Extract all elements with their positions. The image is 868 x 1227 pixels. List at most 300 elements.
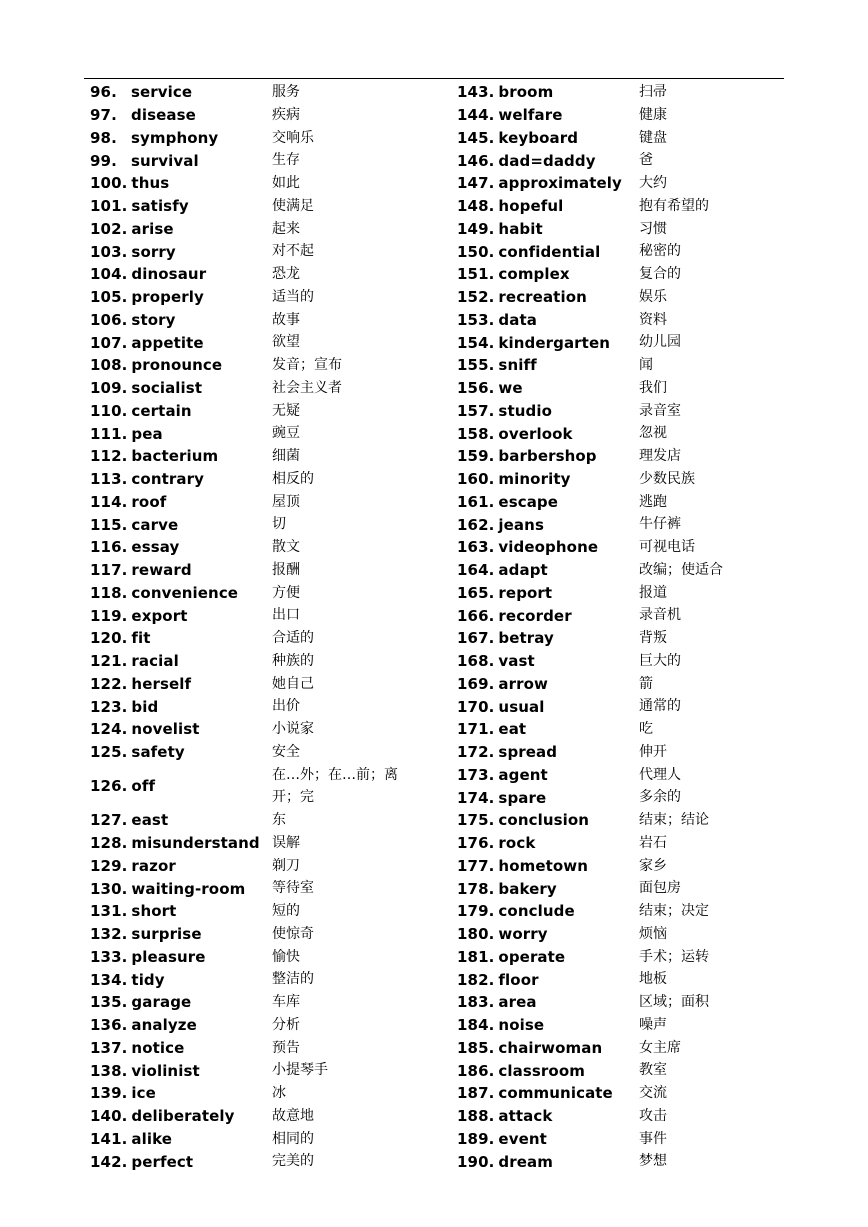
- chinese-meaning: 报酬: [272, 561, 300, 578]
- vocab-entry: [457, 604, 723, 627]
- entry-number: 167.: [457, 629, 495, 648]
- english-word: certain: [131, 401, 192, 420]
- vocab-word: [90, 1130, 272, 1148]
- vocab-entry: [457, 900, 723, 923]
- entry-number: 185.: [457, 1038, 495, 1057]
- entry-number: 120.: [90, 629, 128, 648]
- chinese-meaning: 豌豆: [272, 425, 300, 442]
- vocab-word: [457, 652, 639, 670]
- entry-number: 126.: [90, 777, 128, 796]
- vocab-word: [457, 629, 639, 647]
- english-word: violinist: [131, 1061, 200, 1080]
- english-word: sniff: [498, 356, 537, 375]
- english-word: betray: [498, 629, 554, 648]
- vocab-entry: [90, 809, 422, 832]
- vocab-word: [90, 334, 272, 352]
- vocab-entry: [90, 832, 422, 855]
- english-word: analyze: [131, 1016, 197, 1035]
- vocab-word: [90, 538, 272, 556]
- english-word: overlook: [498, 424, 573, 443]
- chinese-meaning: 健康: [639, 106, 667, 123]
- vocab-entry: [90, 877, 422, 900]
- vocab-word: [457, 1039, 639, 1057]
- entry-number: 113.: [90, 470, 128, 489]
- english-word: disease: [131, 106, 196, 125]
- vocab-word: [457, 766, 639, 784]
- vocab-entry: [90, 1014, 422, 1037]
- vocab-entry: [457, 673, 723, 696]
- chinese-meaning: 岩石: [639, 834, 667, 851]
- vocab-word: [457, 152, 639, 170]
- entry-number: 179.: [457, 902, 495, 921]
- vocab-entry: [90, 491, 422, 514]
- vocab-word: [90, 834, 272, 852]
- vocab-entry: [90, 1082, 422, 1105]
- vocab-word: [90, 629, 272, 647]
- entry-number: 190.: [457, 1152, 495, 1171]
- english-word: service: [131, 83, 193, 102]
- english-word: herself: [131, 674, 192, 693]
- chinese-meaning: 散文: [272, 539, 300, 555]
- entry-number: 156.: [457, 379, 495, 398]
- vocab-entry: [457, 559, 723, 582]
- entry-number: 110.: [90, 401, 128, 420]
- chinese-meaning: 冰: [272, 1085, 286, 1101]
- entry-number: 112.: [90, 447, 128, 466]
- vocab-entry: [90, 172, 422, 195]
- vocab-word: [90, 1062, 272, 1080]
- vocab-entry: [457, 286, 723, 309]
- vocab-word: [90, 425, 272, 443]
- vocab-word: [90, 402, 272, 420]
- english-word: socialist: [131, 379, 203, 398]
- vocab-entry: [457, 627, 723, 650]
- chinese-meaning: 小提琴手: [272, 1062, 328, 1079]
- entry-number: 163.: [457, 538, 495, 557]
- entry-number: 131.: [90, 902, 128, 921]
- entry-number: 121.: [90, 652, 128, 671]
- entry-number: 134.: [90, 970, 128, 989]
- vocab-entry: [457, 468, 723, 491]
- vocab-entry: [457, 218, 723, 241]
- english-word: properly: [131, 288, 204, 307]
- chinese-meaning: 无疑: [272, 402, 300, 419]
- english-word: welfare: [498, 106, 563, 125]
- vocab-word: [90, 129, 272, 147]
- vocab-word: [457, 1062, 639, 1080]
- vocab-entry: [457, 354, 723, 377]
- vocab-entry: [90, 513, 422, 536]
- english-word: reward: [131, 561, 192, 580]
- vocab-entry: [457, 1150, 723, 1173]
- english-word: hometown: [498, 856, 589, 875]
- vocab-word: [90, 243, 272, 261]
- chinese-meaning: 地板: [639, 971, 667, 988]
- vocab-entry: [90, 741, 422, 764]
- entry-number: 155.: [457, 356, 495, 375]
- entry-number: 165.: [457, 583, 495, 602]
- vocab-word: [457, 902, 639, 920]
- vocab-word: [90, 356, 272, 374]
- vocab-word: [457, 425, 639, 443]
- chinese-meaning: 抱有希望的: [639, 197, 709, 214]
- chinese-meaning: 疾病: [272, 106, 300, 123]
- vocab-entry: [457, 741, 723, 764]
- chinese-meaning: 欲望: [272, 334, 300, 351]
- vocab-word: [457, 675, 639, 693]
- entry-number: 173.: [457, 765, 495, 784]
- chinese-meaning: 手术；运转: [639, 948, 709, 965]
- vocab-word: [90, 288, 272, 306]
- english-word: safety: [131, 743, 185, 762]
- english-word: studio: [498, 401, 552, 420]
- english-word: keyboard: [498, 128, 579, 147]
- vocab-word: [90, 993, 272, 1011]
- english-word: habit: [498, 219, 543, 238]
- vocab-word: [457, 1084, 639, 1102]
- vocab-entry: [90, 149, 422, 172]
- vocab-entry: [457, 809, 723, 832]
- entry-number: 127.: [90, 811, 128, 830]
- chinese-meaning: 女主席: [639, 1039, 681, 1056]
- entry-number: 150.: [457, 242, 495, 261]
- english-word: racial: [131, 652, 179, 671]
- vocab-entry: [90, 1037, 422, 1060]
- entry-number: 99.: [90, 151, 117, 170]
- chinese-meaning: 使惊奇: [272, 925, 314, 942]
- chinese-meaning: 报道: [639, 584, 667, 601]
- english-word: dream: [498, 1152, 553, 1171]
- entry-number: 98.: [90, 128, 117, 147]
- vocab-entry: [90, 718, 422, 741]
- vocab-entry: [457, 377, 723, 400]
- english-word: contrary: [131, 470, 204, 489]
- entry-number: 138.: [90, 1061, 128, 1080]
- english-word: conclude: [498, 902, 575, 921]
- vocab-word: [457, 334, 639, 352]
- vocab-entry: [90, 559, 422, 582]
- vocab-word: [457, 1016, 639, 1034]
- entry-number: 141.: [90, 1129, 128, 1148]
- english-word: garage: [131, 993, 192, 1012]
- chinese-meaning: 整洁的: [272, 971, 314, 988]
- chinese-meaning: 生存: [272, 152, 300, 169]
- vocab-word: [90, 811, 272, 829]
- vocab-entry: [457, 695, 723, 718]
- entry-number: 181.: [457, 947, 495, 966]
- chinese-meaning: 安全: [272, 743, 300, 760]
- chinese-meaning: 结束；决定: [639, 903, 709, 919]
- entry-number: 154.: [457, 333, 495, 352]
- vocab-word: [90, 197, 272, 215]
- vocab-word: [90, 698, 272, 716]
- entry-number: 100.: [90, 174, 128, 193]
- vocab-word: [90, 948, 272, 966]
- chinese-meaning: 娱乐: [639, 288, 667, 305]
- vocab-entry: [457, 786, 723, 809]
- vocab-word: [457, 971, 639, 989]
- vocab-word: [457, 402, 639, 420]
- chinese-meaning: 出价: [272, 698, 300, 715]
- vocab-word: [90, 220, 272, 238]
- vocab-word: [90, 174, 272, 192]
- chinese-meaning: 背叛: [639, 630, 667, 646]
- chinese-meaning: 改编；使适合: [639, 561, 723, 578]
- vocab-entry: [90, 968, 422, 991]
- entry-number: 123.: [90, 697, 128, 716]
- vocab-entry: [90, 195, 422, 218]
- vocab-word: [90, 880, 272, 898]
- chinese-meaning: 社会主义者: [272, 379, 342, 396]
- english-word: spread: [498, 743, 558, 762]
- vocab-entry: [457, 536, 723, 559]
- chinese-meaning: 吃: [639, 721, 653, 737]
- chinese-meaning: 完美的: [272, 1153, 314, 1170]
- english-word: usual: [498, 697, 545, 716]
- chinese-meaning: 分析: [272, 1016, 300, 1033]
- vocab-entry: [457, 263, 723, 286]
- entry-number: 171.: [457, 720, 495, 739]
- vocab-word: [457, 857, 639, 875]
- vocab-word: [457, 789, 639, 807]
- entry-number: 114.: [90, 492, 128, 511]
- entry-number: 177.: [457, 856, 495, 875]
- vocab-word: [90, 106, 272, 124]
- chinese-meaning: 等待室: [272, 880, 314, 897]
- vocab-entry: [90, 422, 422, 445]
- english-word: recorder: [498, 606, 572, 625]
- vocab-word: [90, 584, 272, 602]
- vocab-entry: [90, 604, 422, 627]
- vocab-word: [457, 1130, 639, 1148]
- vocab-entry: [457, 877, 723, 900]
- english-word: bid: [131, 697, 159, 716]
- chinese-meaning: 复合的: [639, 266, 681, 282]
- vocab-word: [457, 243, 639, 261]
- vocab-word: [457, 925, 639, 943]
- english-word: hopeful: [498, 197, 564, 216]
- vocab-entry: [457, 195, 723, 218]
- chinese-meaning: 攻击: [639, 1107, 667, 1124]
- entry-number: 158.: [457, 424, 495, 443]
- chinese-meaning: 理发店: [639, 448, 681, 464]
- english-word: alike: [131, 1129, 173, 1148]
- vocab-word: [90, 857, 272, 875]
- entry-number: 133.: [90, 947, 128, 966]
- chinese-meaning: 交流: [639, 1085, 667, 1101]
- english-word: complex: [498, 265, 570, 284]
- english-word: misunderstand: [131, 834, 260, 853]
- chinese-meaning: 误解: [272, 834, 300, 851]
- vocab-entry: [90, 377, 422, 400]
- vocab-word: [90, 493, 272, 511]
- entry-number: 101.: [90, 197, 128, 216]
- entry-number: 140.: [90, 1107, 128, 1126]
- english-word: minority: [498, 470, 571, 489]
- entry-number: 129.: [90, 856, 128, 875]
- chinese-meaning: 事件: [639, 1130, 667, 1147]
- chinese-meaning: 恐龙: [272, 266, 300, 282]
- english-word: noise: [498, 1016, 545, 1035]
- entry-number: 151.: [457, 265, 495, 284]
- chinese-meaning: 忽视: [639, 425, 667, 442]
- english-word: adapt: [498, 561, 548, 580]
- vocab-word: [457, 993, 639, 1011]
- chinese-meaning: 屋顶: [272, 493, 300, 510]
- vocab-entry: [457, 991, 723, 1014]
- chinese-meaning: 相同的: [272, 1130, 314, 1147]
- vocab-entry: [457, 650, 723, 673]
- vocab-entry: [457, 445, 723, 468]
- vocab-entry: [457, 718, 723, 741]
- entry-number: 147.: [457, 174, 495, 193]
- vocab-word: [90, 1153, 272, 1171]
- vocab-entry: [90, 354, 422, 377]
- entry-number: 169.: [457, 674, 495, 693]
- english-word: waiting-room: [131, 879, 246, 898]
- vocab-word: [457, 106, 639, 124]
- english-word: east: [131, 811, 169, 830]
- chinese-meaning: 多余的: [639, 789, 681, 806]
- chinese-meaning: 扫帚: [639, 84, 667, 100]
- entry-number: 142.: [90, 1152, 128, 1171]
- english-word: floor: [498, 970, 539, 989]
- vocab-word: [457, 880, 639, 898]
- vocab-entry: [90, 81, 422, 104]
- entry-number: 116.: [90, 538, 128, 557]
- vocab-word: [90, 152, 272, 170]
- vocab-word: [90, 83, 272, 101]
- chinese-meaning: 方便: [272, 584, 300, 601]
- vocab-entry: [457, 1014, 723, 1037]
- english-word: off: [131, 777, 156, 796]
- english-word: we: [498, 379, 523, 398]
- english-word: survival: [131, 151, 199, 170]
- entry-number: 97.: [90, 106, 117, 125]
- chinese-meaning: 可视电话: [639, 539, 695, 555]
- english-word: essay: [131, 538, 180, 557]
- english-word: ice: [131, 1084, 156, 1103]
- entry-number: 174.: [457, 788, 495, 807]
- entry-number: 160.: [457, 470, 495, 489]
- vocab-word: [90, 447, 272, 465]
- vocab-entry: [457, 240, 723, 263]
- chinese-meaning: 家乡: [639, 857, 667, 874]
- entry-number: 135.: [90, 993, 128, 1012]
- chinese-meaning: 烦恼: [639, 925, 667, 942]
- vocab-entry: [90, 1150, 422, 1173]
- vocab-word: [90, 743, 272, 761]
- entry-number: 159.: [457, 447, 495, 466]
- chinese-meaning: 通常的: [639, 698, 681, 715]
- entry-number: 103.: [90, 242, 128, 261]
- vocab-entry: [90, 1128, 422, 1151]
- chinese-meaning: 逃跑: [639, 493, 667, 510]
- entry-number: 145.: [457, 128, 495, 147]
- chinese-meaning: 少数民族: [639, 470, 695, 487]
- chinese-meaning: 箭: [639, 675, 653, 692]
- vocab-entry: [90, 286, 422, 309]
- chinese-meaning: 出口: [272, 607, 300, 624]
- chinese-meaning: 习惯: [639, 220, 667, 237]
- english-word: worry: [498, 925, 548, 944]
- english-word: arrow: [498, 674, 549, 693]
- english-word: jeans: [498, 515, 544, 534]
- entry-number: 176.: [457, 834, 495, 853]
- chinese-meaning: 录音室: [639, 402, 681, 419]
- vocab-word: [90, 1016, 272, 1034]
- english-word: short: [131, 902, 177, 921]
- vocab-entry: [90, 855, 422, 878]
- vocab-entry: [90, 900, 422, 923]
- entry-number: 111.: [90, 424, 128, 443]
- vocab-word: [457, 1153, 639, 1171]
- vocab-entry: [90, 445, 422, 468]
- vocab-entry: [457, 1128, 723, 1151]
- vocab-word: [457, 379, 639, 397]
- chinese-meaning: 教室: [639, 1062, 667, 1079]
- chinese-meaning: 结束；结论: [639, 812, 709, 828]
- vocab-entry: [90, 240, 422, 263]
- entry-number: 105.: [90, 288, 128, 307]
- entry-number: 178.: [457, 879, 495, 898]
- vocab-entry: [90, 127, 422, 150]
- english-word: bakery: [498, 879, 557, 898]
- entry-number: 143.: [457, 83, 495, 102]
- entry-number: 119.: [90, 606, 128, 625]
- vocab-word: [457, 811, 639, 829]
- entry-number: 108.: [90, 356, 128, 375]
- chinese-meaning: 种族的: [272, 652, 314, 669]
- chinese-meaning: 剃刀: [272, 857, 300, 874]
- vocab-entry: [90, 695, 422, 718]
- vocab-word: [90, 1084, 272, 1102]
- chinese-meaning: 伸开: [639, 743, 667, 760]
- english-word: dinosaur: [131, 265, 207, 284]
- vocab-word: [457, 493, 639, 511]
- english-word: surprise: [131, 925, 202, 944]
- chinese-meaning: 她自己: [272, 675, 314, 692]
- entry-number: 118.: [90, 583, 128, 602]
- vocab-word: [457, 1107, 639, 1125]
- vocab-entry: [457, 946, 723, 969]
- vocab-word: [457, 447, 639, 465]
- entry-number: 186.: [457, 1061, 495, 1080]
- chinese-meaning: 区域；面积: [639, 994, 709, 1010]
- chinese-meaning: 大约: [639, 175, 667, 191]
- english-word: escape: [498, 492, 559, 511]
- entry-number: 137.: [90, 1038, 128, 1057]
- entry-number: 130.: [90, 879, 128, 898]
- chinese-meaning: 牛仔裤: [639, 516, 681, 533]
- english-word: broom: [498, 83, 554, 102]
- chinese-meaning: 预告: [272, 1039, 300, 1056]
- vocab-word: [457, 83, 639, 101]
- chinese-meaning: 我们: [639, 379, 667, 396]
- vocab-entry: [90, 218, 422, 241]
- chinese-meaning: 起来: [272, 220, 300, 237]
- entry-number: 104.: [90, 265, 128, 284]
- english-word: sorry: [131, 242, 176, 261]
- chinese-meaning: 相反的: [272, 470, 314, 487]
- vocab-word: [90, 516, 272, 534]
- english-word: tidy: [131, 970, 165, 989]
- entry-number: 149.: [457, 219, 495, 238]
- english-word: recreation: [498, 288, 587, 307]
- chinese-meaning: 对不起: [272, 243, 314, 260]
- english-word: pea: [131, 424, 163, 443]
- vocab-word: [90, 720, 272, 738]
